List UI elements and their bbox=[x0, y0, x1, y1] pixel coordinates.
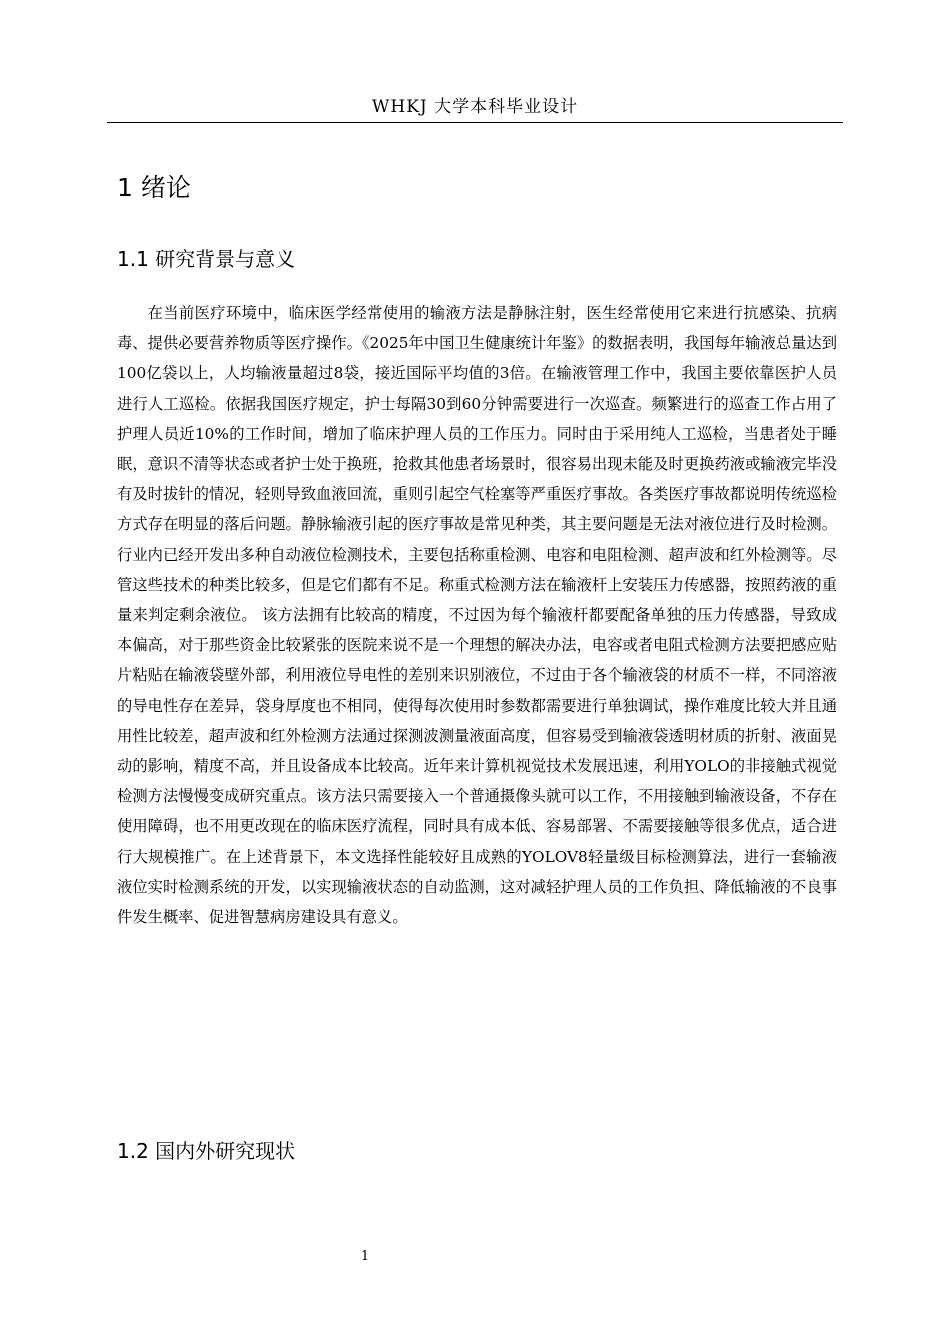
section-title-background: 1.1 研究背景与意义 bbox=[117, 247, 296, 271]
chapter-title: 1 绪论 bbox=[117, 173, 191, 202]
section-title-research-status: 1.2 国内外研究现状 bbox=[117, 1139, 296, 1163]
body-paragraph: 在当前医疗环境中，临床医学经常使用的输液方法是静脉注射，医生经常使用它来进行抗感染、抗病毒、提供必要营养物质等医疗操作。《2025年中国卫生健康统计年鉴》的数据表明，我国每年输液总量达到100亿袋以上，人均输液量超过8袋，接近国际平均值的3倍。在输液管理工作中，我国主要依靠医护人员进行人工巡检。依据我国医疗规定，护士每隔30到60分钟需要进行一次巡查。频繁进行的巡查工作占用了护理人员近10%的工作时间，增加了临床护理人员的工作压力。同时由于采用纯人工巡检，当患者处于睡眠，意识不清等状态或者护士处于换班，抢救其他患者场景时，很容易出现未能及时更换药液或输液完毕没有及时拔针的情况，轻则导致血液回流，重则引起空气栓塞等严重医疗事故。各类医疗事故都说明传统巡检方式存在明显的落后问题。静脉输液引起的医疗事故是常见种类，其主要问题是无法对液位进行及时检测。行业内已经开发出多种自动液位检测技术，主要包括称重检测、电容和电阻检测、超声波和红外检测等。尽管这些技术的种类比较多，但是它们都有不足。称重式检测方法在输液杆上安装压力传感器，按照药液的重量来判定剩余液位。 该方法拥有比较高的精度，不过因为每个输液杆都要配备单独的压力传感器，导致成本偏高，对于那些资金比较紧张的医院来说不是一个理想的解决办法，电容或者电阻式检测方法要把感应贴片粘贴在输液袋壁外部，利用液位导电性的差别来识别液位，不过由于各个输液袋的材质不一样，不同溶液的导电性存在差异，袋身厚度也不相同，使得每次使用时参数都需要进行单独调试，操作难度比较大并且通用性比较差，超声波和红外检测方法通过探测波测量液面高度，但容易受到输液袋透明材质的折射、液面晃动的影响，精度不高，并且设备成本比较高。近年来计算机视觉技术发展迅速，利用YOLO的非接触式视觉检测方法慢慢变成研究重点。该方法只需要接入一个普通摄像头就可以工作，不用接触到输液设备，不存在使用障碍，也不用更改现在的临床医疗流程，同时具有成本低、容易部署、不需要接触等很多优点，适合进行大规模推广。在上述背景下，本文选择性能较好且成熟的YOLOV8轻量级目标检测算法，进行一套输液液位实时检测系统的开发，以实现输液状态的自动监测，这对减轻护理人员的工作负担、降低输液的不良事件发生概率、促进智慧病房建设具有意义。 bbox=[117, 304, 837, 927]
header-divider bbox=[107, 122, 843, 123]
page-header: WHKJ 大学本科毕业设计 bbox=[371, 97, 579, 117]
page-number: 1 bbox=[360, 1249, 370, 1264]
